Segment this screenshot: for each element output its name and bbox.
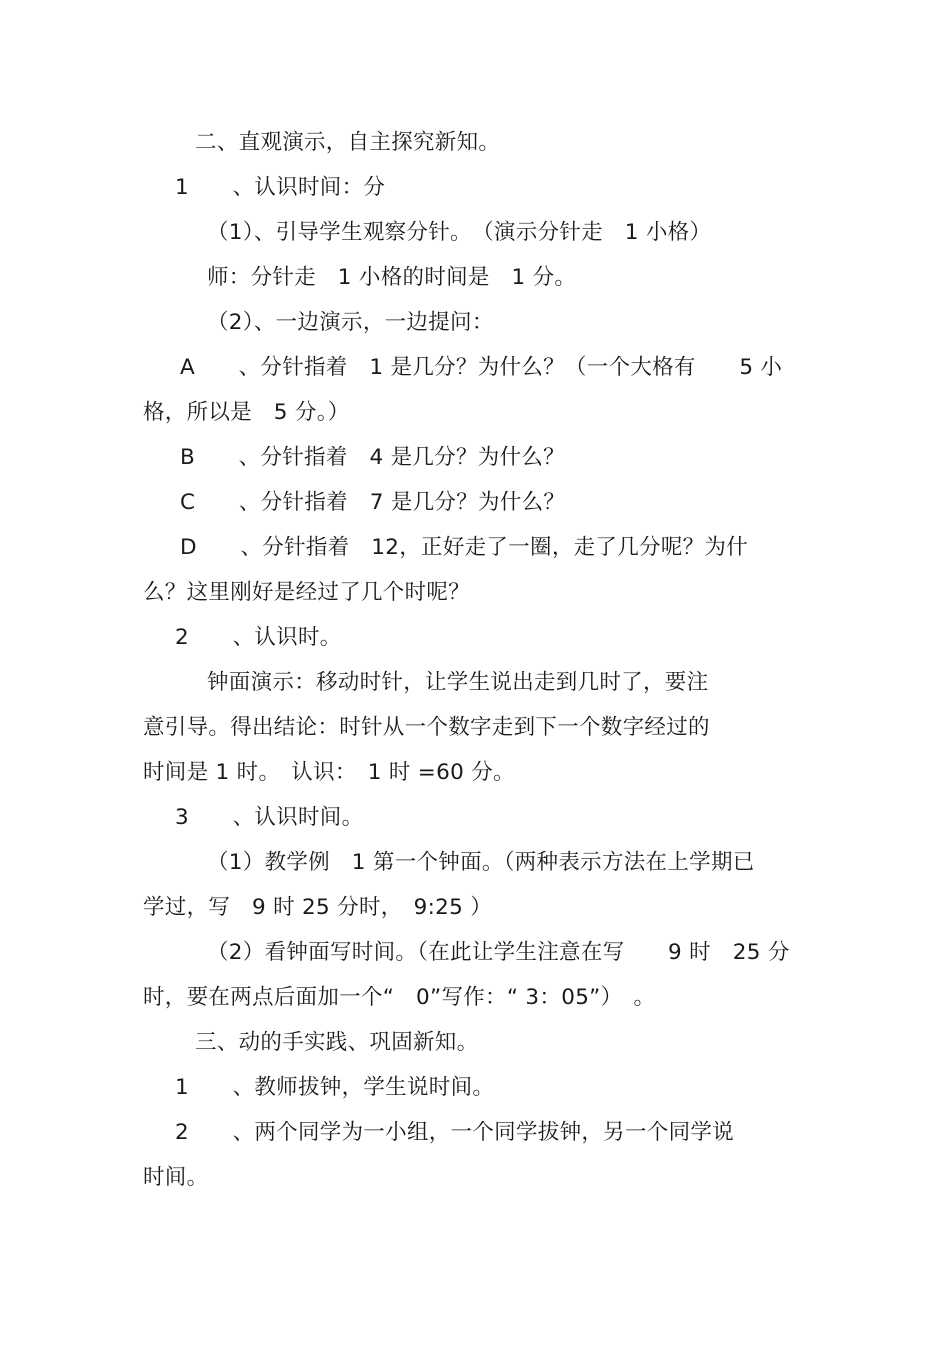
paragraph-line: 学过，写 9 时 25 分时， 9:25 ） [143, 895, 493, 920]
paragraph-line: 意引导。得出结论：时针从一个数字走到下一个数字经过的 [143, 715, 710, 740]
question-c: C 、分针指着 7 是几分？为什么？ [180, 490, 566, 515]
question-d: D 、分针指着 12，正好走了一圈，走了几分呢？为什 [180, 535, 749, 560]
paragraph-line: （1）、引导学生观察分针。 （演示分针走 1 小格） [207, 220, 712, 245]
question-a: A 、分针指着 1 是几分？为什么？（一个大格有 5 小 [180, 355, 783, 380]
item-2-heading: 2 、认识时。 [175, 625, 342, 650]
paragraph-line: 格，所以是 5 分。） [143, 400, 350, 425]
paragraph-line: 时间。 [143, 1165, 209, 1190]
question-b: B 、分针指着 4 是几分？为什么？ [180, 445, 565, 470]
paragraph-line: 么？这里刚好是经过了几个时呢？ [143, 580, 471, 605]
paragraph-line: （1）教学例 1 第一个钟面。（两种表示方法在上学期已 [207, 850, 755, 875]
section-heading-3: 三、动的手实践、巩固新知。 [195, 1030, 479, 1055]
practice-item-2: 2 、两个同学为一小组，一个同学拔钟，另一个同学说 [175, 1120, 734, 1145]
section-heading-2: 二、直观演示，自主探究新知。 [195, 130, 501, 155]
item-3-heading: 3 、认识时间。 [175, 805, 364, 830]
paragraph-line: 钟面演示：移动时针，让学生说出走到几时了，要注 [207, 670, 709, 695]
practice-item-1: 1 、教师拔钟，学生说时间。 [175, 1075, 495, 1100]
item-1-heading: 1 、认识时间：分 [175, 175, 386, 200]
paragraph-line: 师：分针走 1 小格的时间是 1 分。 [207, 265, 577, 290]
paragraph-line: 时，要在两点后面加一个“ 0”写作：“ 3：05”） 。 [143, 985, 656, 1010]
paragraph-line: 时间是 1 时。 认识： 1 时 =60 分。 [143, 760, 515, 785]
paragraph-line: （2）看钟面写时间。（在此让学生注意在写 9 时 25 分 [207, 940, 790, 965]
paragraph-line: （2）、一边演示，一边提问： [207, 310, 494, 335]
